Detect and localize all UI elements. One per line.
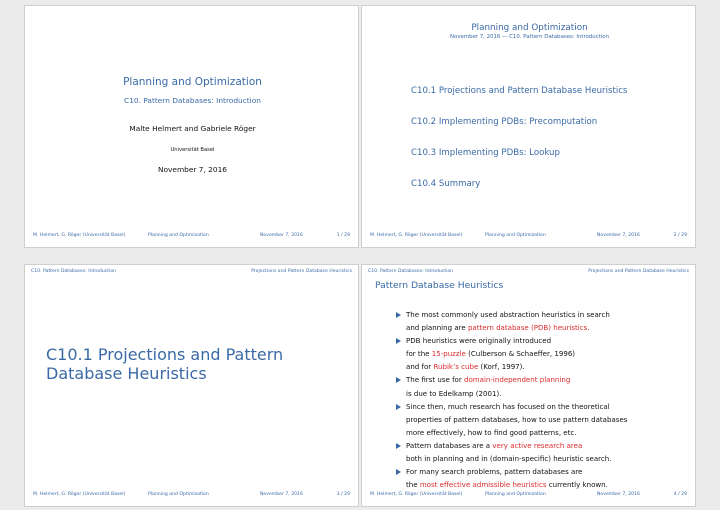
slide-4 (361, 264, 696, 507)
footer-page-number: 1 / 29 (336, 233, 350, 238)
footer-course: Planning and Optimization (485, 233, 546, 238)
footer-course: Planning and Optimization (485, 492, 546, 497)
slide-authors: Malte Helmert and Gabriele Röger (129, 124, 256, 133)
navbar-subsection[interactable]: Projections and Pattern Database Heuristics (251, 269, 352, 274)
frame-title: Pattern Database Heuristics (375, 280, 504, 291)
toc-item[interactable]: C10.3 Implementing PDBs: Lookup (411, 148, 560, 158)
header-subtitle: November 7, 2016 — C10. Pattern Databases: Introduction (449, 34, 609, 40)
bullet-item: The first use for domain-independent planning is due to Edelkamp (2001). (406, 373, 696, 399)
highlight-term: Rubik’s cube (433, 362, 479, 372)
slide-institution: Universität Basel (170, 147, 215, 153)
slide-3 (24, 264, 359, 507)
slide-footer (33, 492, 350, 500)
navbar-section[interactable]: C10. Pattern Databases: Introduction (368, 269, 454, 274)
footer-page-number: 2 / 29 (673, 233, 687, 238)
bullet-item: PDB heuristics were originally introduced for the 15-puzzle (Culberson & Schaeffer, 1996) and for Rubik’s cube (Korf, 1997). (406, 334, 696, 373)
toc-item[interactable]: C10.2 Implementing PDBs: Precomputation (411, 117, 598, 127)
bullet-item: Pattern databases are a very active research area both in planning and in (domain-specific) heuristic search. (406, 439, 696, 465)
highlight-term: very active research area (492, 440, 583, 450)
navbar-section[interactable]: C10. Pattern Databases: Introduction (31, 269, 117, 274)
bullet-item: For many search problems, pattern databases are the most effective admissible heuristics currently known. (406, 465, 696, 491)
slide-footer (370, 233, 687, 241)
slide-title: Planning and Optimization (123, 76, 262, 88)
footer-date: November 7, 2016 (597, 233, 640, 238)
slide-navbar (368, 269, 689, 276)
bullet-item: The most commonly used abstraction heuristics in search and planning are pattern database (PDB) heuristics. (406, 308, 696, 334)
section-title (46, 345, 283, 383)
footer-date: November 7, 2016 (260, 492, 303, 497)
highlight-term: pattern database (PDB) heuristics (467, 323, 588, 333)
slide-2 (361, 5, 696, 248)
slide-date: November 7, 2016 (157, 165, 227, 174)
highlight-term: 15-puzzle (431, 349, 466, 359)
section-title-line-2: Database Heuristics (46, 364, 207, 383)
footer-authors: M. Helmert, G. Röger (Universität Basel) (33, 233, 126, 238)
bullet-item: Since then, much research has focused on the theoretical properties of pattern databases, how to use pattern databases more effectively, how to find good patterns, etc. (406, 400, 696, 439)
slide-footer (33, 233, 350, 241)
header-title: Planning and Optimization (471, 23, 588, 33)
table-of-contents (411, 86, 627, 210)
footer-date: November 7, 2016 (260, 233, 303, 238)
toc-item[interactable]: C10.4 Summary (411, 179, 481, 189)
footer-authors: M. Helmert, G. Röger (Universität Basel) (370, 492, 463, 497)
navbar-subsection[interactable]: Projections and Pattern Database Heuristics (588, 269, 689, 274)
slide-1 (24, 5, 359, 248)
slide-header (362, 23, 696, 40)
section-title-line-1: C10.1 Projections and Pattern (46, 345, 284, 364)
footer-course: Planning and Optimization (148, 492, 209, 497)
footer-page-number: 3 / 29 (336, 492, 350, 497)
footer-course: Planning and Optimization (148, 233, 209, 238)
footer-date: November 7, 2016 (597, 492, 640, 497)
highlight-term: domain-independent planning (464, 375, 571, 385)
footer-authors: M. Helmert, G. Röger (Universität Basel) (33, 492, 126, 497)
slide-navbar (31, 269, 352, 276)
bullet-list (406, 308, 696, 491)
slide-subtitle: C10. Pattern Databases: Introduction (124, 96, 261, 105)
footer-authors: M. Helmert, G. Röger (Universität Basel) (370, 233, 463, 238)
toc-item[interactable]: C10.1 Projections and Pattern Database Heuristics (411, 86, 628, 96)
highlight-term: most effective admissible heuristics (419, 480, 547, 490)
footer-page-number: 4 / 29 (673, 492, 687, 497)
slide-footer (370, 492, 687, 500)
